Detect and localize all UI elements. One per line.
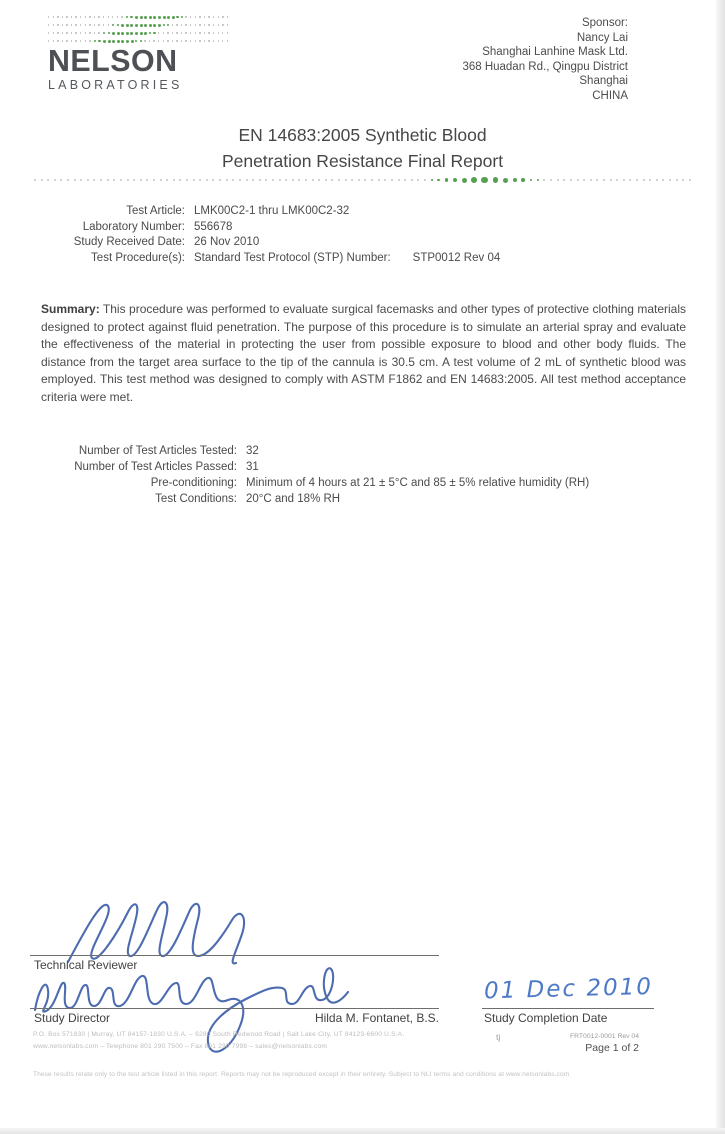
completion-date-handwritten: 01 Dec 2010 — [483, 973, 654, 1005]
result-value: 20°C and 18% RH — [246, 493, 341, 505]
info-label: Test Article: — [126, 205, 185, 217]
sponsor-label: Sponsor: — [581, 17, 628, 29]
result-label: Number of Test Articles Passed: — [74, 461, 237, 473]
result-label: Number of Test Articles Tested: — [78, 445, 237, 457]
footer-disclaimer: These results relate only to the test article listed in this report. Reports may not be reproduced except in their entirety. Subject to NLI terms and conditions at www.nelsonlabs.com — [33, 1071, 570, 1078]
logo-subtitle: LABORATORIES — [48, 78, 183, 92]
info-row-received-date — [0, 235, 725, 251]
study-director-label: Study Director — [34, 1011, 111, 1025]
summary-label: Summary: — [41, 302, 100, 316]
info-value: Standard Test Protocol (STP) Number: — [194, 251, 391, 264]
dotted-separator — [34, 174, 692, 186]
report-title-line1: EN 14683:2005 Synthetic Blood — [238, 125, 487, 145]
technical-reviewer-signature-line — [30, 955, 439, 956]
result-value: 32 — [246, 445, 259, 457]
result-label: Pre-conditioning: — [150, 477, 237, 489]
footer-address-line1: P.O. Box 571830 | Murray, UT 84157-1830 U.S.A. – 6280 South Redwood Road | Salt Lake City, UT 84123-6600 U.S.A. — [33, 1031, 405, 1038]
completion-date-label: Study Completion Date — [484, 1011, 608, 1025]
sponsor-block — [328, 16, 628, 103]
scan-edge-bottom — [0, 1128, 725, 1134]
footer-doc-number: FRT0012-0001 Rev 04 — [569, 1033, 639, 1040]
info-row-test-article — [0, 204, 725, 220]
result-row-preconditioning — [0, 475, 725, 491]
sponsor-address: 368 Huadan Rd., Qingpu District — [462, 60, 628, 73]
result-row-tested — [0, 443, 725, 459]
info-row-lab-number — [0, 220, 725, 236]
study-director-signature-line — [30, 1008, 439, 1009]
study-director-name: Hilda M. Fontanet, B.S. — [314, 1011, 439, 1025]
result-value: 31 — [246, 461, 259, 473]
sponsor-company: Shanghai Lanhine Mask Ltd. — [482, 46, 628, 58]
info-label: Study Received Date: — [73, 236, 185, 248]
summary-paragraph — [41, 301, 686, 407]
result-value: Minimum of 4 hours at 21 ± 5°C and 85 ± 5% relative humidity (RH) — [246, 477, 590, 489]
result-row-conditions — [0, 491, 725, 507]
info-value: LMK00C2-1 thru LMK00C2-32 — [194, 205, 350, 217]
test-info-block — [0, 204, 725, 266]
report-title — [0, 122, 725, 174]
technical-reviewer-label: Technical Reviewer — [34, 958, 138, 972]
footer-address-line2: www.nelsonlabs.com – Telephone 801 290 7500 – Fax 801 290 7998 – sales@nelsonlabs.com — [33, 1043, 328, 1050]
footer-page-number: Page 1 of 2 — [585, 1042, 639, 1054]
completion-date-line — [482, 1008, 654, 1009]
info-row-procedure — [0, 251, 725, 267]
info-value: 26 Nov 2010 — [194, 236, 260, 248]
sponsor-country: CHINA — [592, 89, 628, 102]
nelson-labs-logo — [48, 13, 238, 92]
result-row-passed — [0, 459, 725, 475]
summary-text: This procedure was performed to evaluate surgical facemasks and other types of protective clothing materials designed to protect against fluid penetration. The purpose of this procedure is to simulate an arterial spray and evaluate the effectiveness of the material in protecting the user from possible exposure to blood and other body fluids. The distance from the target area surface to the tip of the cannula is 30.5 cm. A test volume of 2 mL of synthetic blood was employed. This test method was designed to comply with ASTM F1862 and EN 14683:2005. All test method acceptance criteria were met. — [41, 302, 686, 404]
sponsor-contact: Nancy Lai — [576, 31, 628, 44]
footer-initials: tj — [496, 1032, 501, 1042]
info-value-stp: STP0012 Rev 04 — [412, 251, 501, 264]
sponsor-city: Shanghai — [579, 75, 628, 87]
results-block — [0, 443, 725, 507]
logo-name: NELSON — [48, 43, 178, 78]
info-label: Test Procedure(s): — [91, 251, 185, 264]
report-title-line2: Penetration Resistance Final Report — [221, 151, 504, 171]
result-label: Test Conditions: — [155, 493, 237, 505]
logo-dot-pattern-icon — [48, 13, 238, 45]
info-value: 556678 — [194, 220, 233, 233]
info-label: Laboratory Number: — [82, 220, 185, 233]
